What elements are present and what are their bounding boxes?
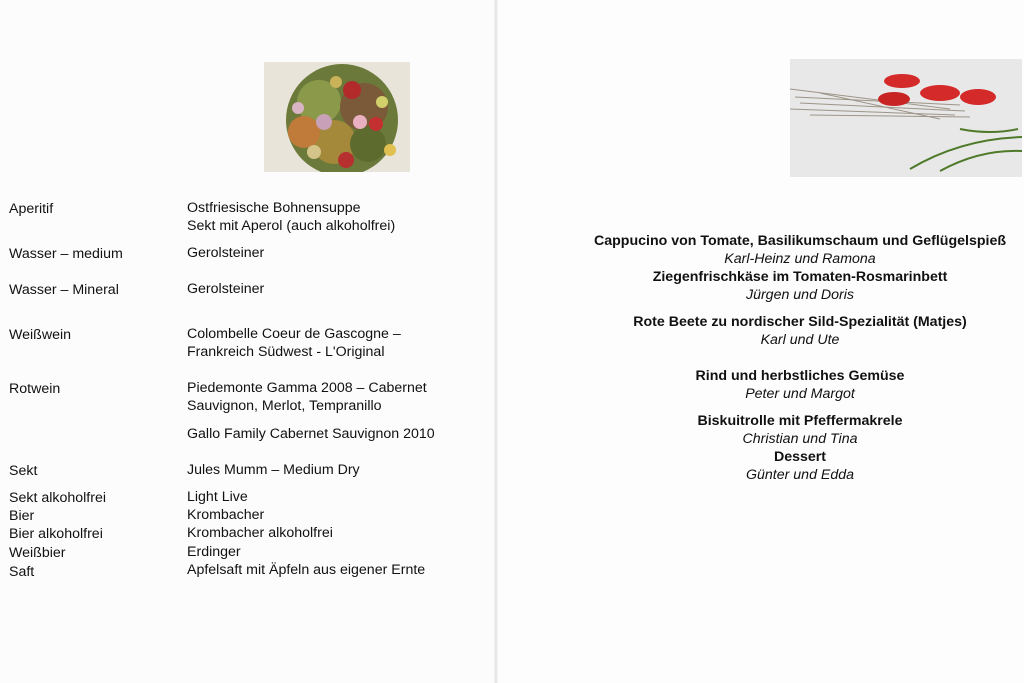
drink-value-line: Frankreich Südwest - L'Original: [187, 344, 385, 360]
drink-value-rotwein: [187, 379, 427, 415]
drink-value-line: Jules Mumm – Medium Dry: [187, 462, 360, 478]
drink-value-line: Piedemonte Gamma 2008 – Cabernet: [187, 380, 427, 396]
drink-label-bier: Bier: [9, 508, 35, 524]
drink-value-rotwein-2: [187, 425, 435, 443]
course: [540, 232, 1024, 268]
drink-value-bier: [187, 506, 264, 524]
flower-bouquet-photo: [264, 62, 410, 172]
drink-value-line: Ostfriesische Bohnensuppe: [187, 200, 361, 216]
drink-value-line: Gerolsteiner: [187, 281, 265, 297]
drink-value-wasser-mineral: [187, 280, 264, 298]
chili-pepper-photo: [790, 59, 1022, 177]
course-hosts: Peter und Margot: [745, 386, 855, 402]
drink-value-line: Colombelle Coeur de Gascogne –: [187, 326, 401, 342]
drink-value-wasser-medium: [187, 244, 264, 262]
course: [540, 313, 1024, 349]
drink-label-rotwein: Rotwein: [9, 381, 61, 397]
drink-value-saft: [187, 561, 425, 579]
drink-value-line: Gallo Family Cabernet Sauvignon 2010: [187, 426, 435, 442]
course-hosts: Günter und Edda: [745, 467, 855, 483]
drink-label-sekt-alkoholfrei: Sekt alkoholfrei: [9, 490, 106, 506]
course: [540, 448, 1024, 484]
drink-value-sekt-alkoholfrei: [187, 488, 248, 506]
drink-label-bier-alkoholfrei: Bier alkoholfrei: [9, 526, 103, 542]
drink-value-aperitif: [187, 199, 395, 235]
drink-value-line: Gerolsteiner: [187, 245, 265, 261]
drink-label-weisswein: Weißwein: [9, 327, 72, 343]
drink-value-line: Krombacher alkoholfrei: [187, 525, 333, 541]
course-title: Rote Beete zu nordischer Sild-Spezialität (Matjes): [633, 314, 967, 330]
course: [540, 412, 1024, 448]
page-fold: [494, 0, 498, 683]
drink-value-line: Erdinger: [187, 544, 241, 560]
drink-label-sekt: Sekt: [9, 463, 38, 479]
drink-value-bier-alkoholfrei: [187, 524, 333, 542]
drink-label-wasser-medium: Wasser – medium: [9, 246, 123, 262]
course-title: Cappucino von Tomate, Basilikumschaum und Geflügelspieß: [593, 233, 1007, 249]
drink-label-wasser-mineral: Wasser – Mineral: [9, 282, 119, 298]
course-hosts: Karl und Ute: [760, 332, 840, 348]
course-title: Ziegenfrischkäse im Tomaten-Rosmarinbett: [652, 269, 948, 285]
drink-value-line: Apfelsaft mit Äpfeln aus eigener Ernte: [187, 562, 426, 578]
course-title: Rind und herbstliches Gemüse: [695, 368, 905, 384]
drink-value-line: Sauvignon, Merlot, Tempranillo: [187, 398, 382, 414]
drink-label-aperitif: Aperitif: [9, 201, 54, 217]
drink-value-line: Sekt mit Aperol (auch alkoholfrei): [187, 218, 396, 234]
course-hosts: Jürgen und Doris: [745, 287, 855, 303]
drink-label-weissbier: Weißbier: [9, 545, 66, 561]
course-title: Dessert: [773, 449, 827, 465]
course: [540, 268, 1024, 304]
course-hosts: Christian und Tina: [742, 431, 858, 447]
course: [540, 367, 1024, 403]
drink-value-weissbier: [187, 543, 241, 561]
drink-value-weisswein: [187, 325, 401, 361]
menu-courses: [540, 232, 1024, 484]
course-title: Biskuitrolle mit Pfeffermakrele: [697, 413, 903, 429]
course-hosts: Karl-Heinz und Ramona: [724, 251, 876, 267]
drink-value-line: Krombacher: [187, 507, 265, 523]
drink-value-sekt: [187, 461, 360, 479]
drink-value-line: Light Live: [187, 489, 248, 505]
drink-label-saft: Saft: [9, 564, 35, 580]
